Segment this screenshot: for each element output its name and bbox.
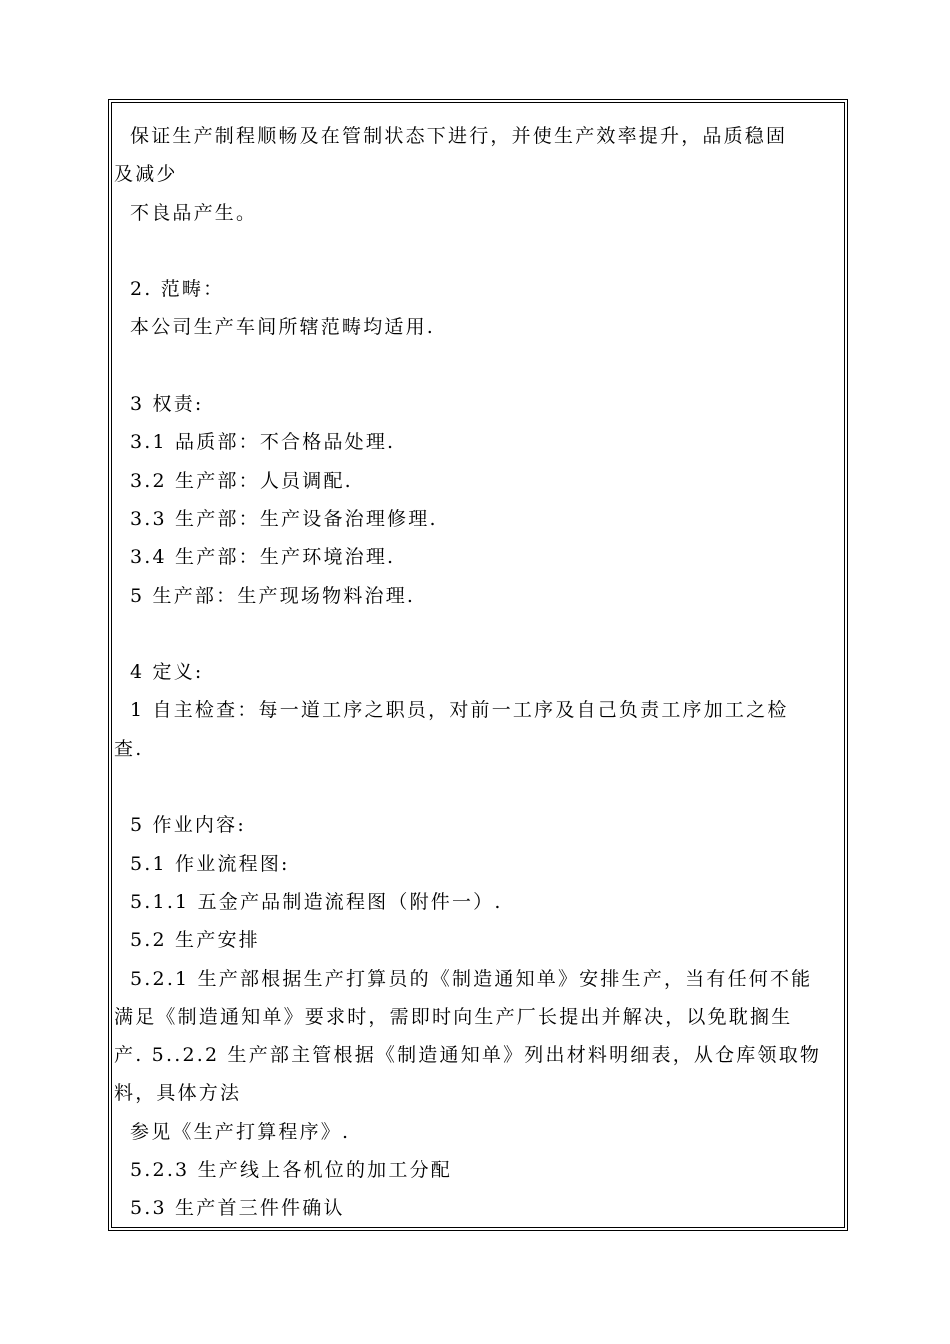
section-5-2-1-line-2: 满足《制造通知单》要求时，需即时向生产厂长提出并解决，以免耽搁生 bbox=[114, 1005, 793, 1028]
document-body bbox=[114, 117, 834, 1228]
section-5-2-1-line-4: 料，具体方法 bbox=[114, 1082, 242, 1105]
definition-heading: 4 定义: bbox=[130, 661, 204, 684]
section-5-2: 5.2 生产安排 bbox=[130, 929, 260, 952]
purpose-line-1: 保证生产制程顺畅及在管制状态下进行，并使生产效率提升，品质稳固 bbox=[130, 125, 788, 147]
section-5-1-1: 5.1.1 五金产品制造流程图（附件一）. bbox=[130, 890, 503, 913]
purpose-line-2: 及减少 bbox=[114, 163, 178, 186]
definition-line-1: 1 自主检查：每一道工序之职员，对前一工序及自己负责工序加工之检 bbox=[130, 699, 789, 722]
spacer bbox=[114, 768, 834, 806]
section-5-2-2-reference: 参见《生产打算程序》. bbox=[130, 1120, 351, 1143]
section-5-2-1-line-1: 5.2.1 生产部根据生产打算员的《制造通知单》安排生产，当有任何不能 bbox=[130, 967, 813, 990]
responsibility-item: 3.3 生产部：生产设备治理修理. bbox=[130, 507, 438, 530]
spacer bbox=[114, 347, 834, 385]
operation-heading: 5 作业内容: bbox=[130, 814, 246, 837]
responsibility-item: 3.1 品质部：不合格品处理. bbox=[130, 431, 396, 454]
responsibility-item: 5 生产部：生产现场物料治理. bbox=[130, 584, 416, 607]
responsibility-item: 3.2 生产部：人员调配. bbox=[130, 469, 353, 492]
section-5-3: 5.3 生产首三件件确认 bbox=[130, 1197, 345, 1220]
section-5-2-3: 5.2.3 生产线上各机位的加工分配 bbox=[130, 1159, 452, 1182]
spacer bbox=[114, 232, 834, 270]
definition-line-2: 查. bbox=[114, 737, 144, 760]
spacer bbox=[114, 615, 834, 653]
section-5-1: 5.1 作业流程图: bbox=[130, 852, 290, 875]
responsibility-item: 3.4 生产部：生产环境治理. bbox=[130, 546, 396, 569]
scope-text: 本公司生产车间所辖范畴均适用. bbox=[130, 316, 436, 339]
section-5-2-1-line-3: 产. 5..2.2 生产部主管根据《制造通知单》列出材料明细表，从仓库领取物 bbox=[114, 1044, 822, 1067]
scope-heading: 2. 范畴： bbox=[130, 278, 225, 301]
responsibility-heading: 3 权责: bbox=[130, 393, 204, 416]
purpose-line-3: 不良品产生。 bbox=[130, 201, 258, 224]
